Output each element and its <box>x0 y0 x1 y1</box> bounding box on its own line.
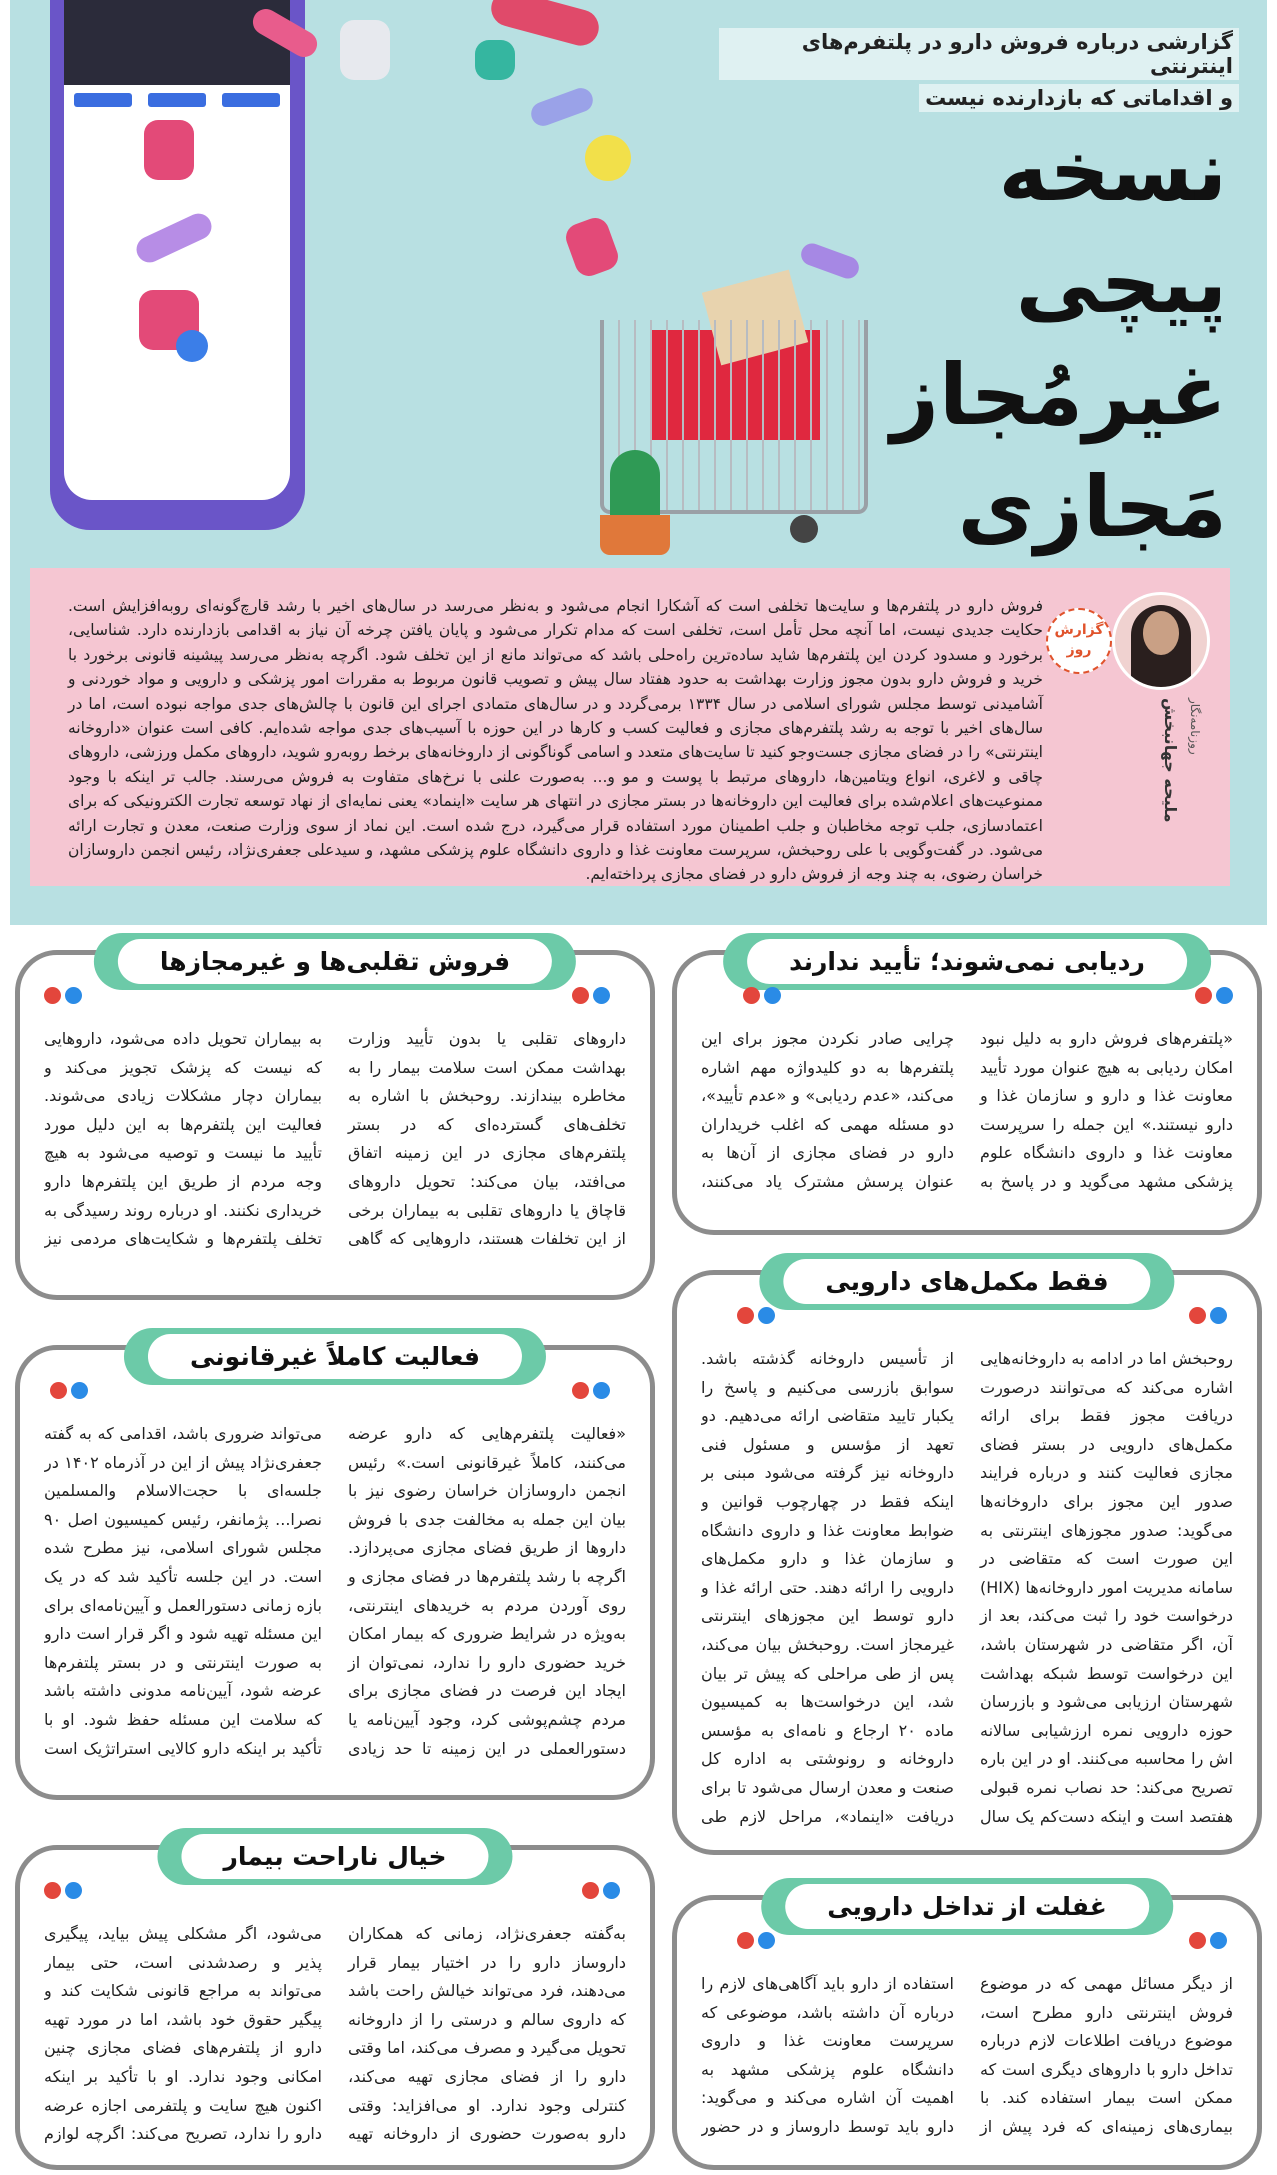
hero-illustration <box>10 0 1267 925</box>
headline-line: مَجازی <box>957 458 1227 556</box>
kicker-line: گزارشی درباره فروش دارو در پلتفرم‌های اینترنتی <box>719 28 1239 80</box>
window-dots <box>572 1382 610 1399</box>
red-dot-icon <box>743 987 760 1004</box>
tablet-icon <box>585 135 631 181</box>
blue-dot-icon <box>758 1932 775 1949</box>
badge-line: روز <box>1066 642 1092 658</box>
bottle-icon <box>340 20 390 80</box>
phone-illustration <box>50 0 305 530</box>
lead-paragraph: فروش دارو در پلتفرم‌ها و سایت‌ها تخلفی است که آشکارا انجام می‌شود و به‌نظر می‌رسد در سال‌های اخیر با رشد قارچ‌گونه‌ای روبه‌افزایش است. حکایت جدیدی نیست، اما آنچه محل تأمل است، تخلفی است که مدام تکرار می‌شود و پایان یافتن چرخه آن نیاز به اقدامی بازدارنده دارد. شناسایی، برخورد و مسدود کردن این پلتفرم‌ها شاید ساده‌ترین راه‌حلی باشد که می‌تواند مانع از این تخلف شود. اگرچه به‌نظر می‌رسد پیشینه قانونی برخورد با خرید و فروش دارو بدون مجوز وزارت بهداشت به حدود هفتاد سال پیش و تصویب قانون مربوط به مقررات امور پزشکی و دارویی و مواد خوردنی و آشامیدنی توسط مجلس شورای اسلامی در سال ۱۳۳۴ برمی‌گردد و در سال‌های متمادی اجرای این قانون با چالش‌های جدی مواجه نبوده است، اما در سال‌های اخیر با توجه به رشد پلتفرم‌های مجازی و فعالیت کسب و کارها در این حوزه با آسیب‌های جدی مواجه شده‌ایم. کافی است عنوان «داروخانه اینترنتی» را در فضای مجازی جست‌وجو کنید تا سایت‌های متعدد و اسامی گوناگونی از داروخانه‌های برخط روبه‌رو شوید، داروهای مکمل ورزشی، داروهای چاقی و لاغری، انواع ویتامین‌ها، داروهای مرتبط با پوست و مو و... به‌صورت علنی با نرخ‌های متفاوت به فروش می‌رسند. جالب تر اینکه با وجود ممنوعیت‌های اعلام‌شده برای فعالیت این داروخانه‌ها در بستر مجازی در انتهای هر سایت «اینماد» یعنی نمایه‌ای از نهاد توسعه تجارت الکترونیکی که برای اعتمادسازی، جلب توجه مخاطبان و جلب اطمینان مورد استفاده قرار می‌گیرد، درج شده است. این نماد از سوی وزارت صنعت، معدن و تجارت ارائه می‌شود. در گفت‌وگویی با علی روحبخش، سرپرست معاونت غذا و داروی دانشگاه علوم پزشکی مشهد، و سیدعلی جعفری‌نژاد، رئیس انجمن داروسازان خراسان رضوی، به چند وجه از فروش دارو در فضای مجازی پرداخته‌ایم. <box>68 597 1043 884</box>
blue-dot-icon <box>593 1382 610 1399</box>
blue-dot-icon <box>1210 1932 1227 1949</box>
window-dots <box>1189 1932 1227 1949</box>
section-body: «پلتفرم‌های فروش دارو به دلیل نبود امکان ردیابی به هیچ عنوان مورد تأیید معاونت غذا و دارو و سازمان غذا و دارو نیستند.» این جمله را سرپرست معاونت غذا و داروی دانشگاه علوم پزشکی مشهد می‌گوید و در پاسخ به چرایی صادر نکردن مجوز برای این پلتفرم‌ها به دو کلیدواژه مهم اشاره می‌کند، «عدم ردیابی» و «عدم تأیید»، دو مسئله مهمی که اغلب خریداران دارو در فضای مجازی از آن‌ها به عنوان پرسش مشترک یاد می‌کنند، <box>701 1029 1233 1191</box>
headline <box>767 115 1227 563</box>
section-title-tab <box>124 1328 546 1385</box>
red-dot-icon <box>1195 987 1212 1004</box>
section-card <box>15 1342 655 1800</box>
red-dot-icon <box>572 987 589 1004</box>
avatar-face <box>1143 611 1179 655</box>
window-dots <box>737 1307 775 1324</box>
window-dots <box>1195 987 1233 1004</box>
blue-dot-icon <box>593 987 610 1004</box>
section-title: فقط مکمل‌های دارویی <box>783 1259 1150 1304</box>
window-dots <box>44 1882 82 1899</box>
blue-dot-icon <box>65 1882 82 1899</box>
section-body: داروهای تقلبی یا بدون تأیید وزارت بهداشت ممکن است سلامت بیمار را به مخاطره بیندازند. روحبخش با اشاره به تخلف‌های گسترده‌ای که در بستر پلتفرم‌های مجازی در این زمینه اتفاق می‌افتد، بیان می‌کند: تحویل داروهای قاچاق یا داروهای تقلبی به بیماران برخی از این تخلفات هستند، داروهایی که گاهی به بیماران تحویل داده می‌شود، داروهایی که نیست که پزشک تجویز می‌کند و بیماران دچار مشکلات زیادی می‌شوند. فعالیت این پلتفرم‌ها به این دلیل مورد تأیید ما نیست و توصیه می‌شود به هیچ وجه مردم از طریق این پلتفرم‌ها دارو خریداری نکنند. او درباره روند رسیدگی به تخلف پلتفرم‌ها و شکایت‌های مردمی نیز <box>44 1029 626 1249</box>
headline-line: نسخه پیچی <box>998 122 1227 332</box>
section-title-tab <box>723 933 1211 990</box>
section-title: غفلت از تداخل دارویی <box>785 1884 1149 1929</box>
blue-dot-icon <box>758 1307 775 1324</box>
kicker <box>719 28 1239 116</box>
section-card <box>672 1267 1262 1855</box>
phone-tab <box>148 93 206 107</box>
section-title: ردیابی نمی‌شوند؛ تأیید ندارند <box>747 939 1187 984</box>
section-body: روحبخش اما در ادامه به داروخانه‌هایی اشاره می‌کند که می‌توانند درصورت دریافت مجوز فقط برای ارائه مکمل‌های دارویی در بستر فضای مجازی فعالیت کنند و درباره فرایند صدور این مجوز برای داروخانه‌ها می‌گوید: صدور مجوزهای اینترنتی به این صورت است که متقاضی در سامانه مدیریت امور داروخانه‌ها (HIX) درخواست خود را ثبت می‌کند، بعد از آن، اگر متقاضی در شهرستان باشد، این درخواست توسط شبکه بهداشت شهرستان ارزیابی می‌شود و بازرسان حوزه دارویی نمره ارزشیابی سالانه اش را محاسبه می‌کنند. او در این باره تصریح می‌کند: حد نصاب نمره قبولی هفتصد است و اینکه دست‌کم یک سال از تأسیس داروخانه گذشته باشد. سوابق بازرسی می‌کنیم و پاسخ را یکبار تایید متقاضی ارائه می‌دهیم. دو تعهد از مؤسس و مسئول فنی داروخانه نیز گرفته می‌شود مبنی بر اینکه فقط در چهارچوب قوانین و ضوابط معاونت غذا و داروی دانشگاه و سازمان غذا و دارو مکمل‌های دارویی را ارائه دهند. حتی ارائه غذا و دارو توسط این مجوزهای اینترنتی غیرمجاز است. روحبخش بیان می‌کند، پس از طی مراحلی که پیش تر بیان شد، این درخواست‌ها به کمیسیون ماده ۲۰ ارجاع و نامه‌ای به مؤسس داروخانه و رونوشتی به اداره کل صنعت و معدن ارسال می‌شود تا برای دریافت «اینماد»، مراحل لازم طی <box>701 1349 1233 1826</box>
author-name: ملیحه جهانبخش <box>1161 698 1180 823</box>
section-title-tab <box>761 1878 1173 1935</box>
window-dots <box>1189 1307 1227 1324</box>
window-dots <box>44 987 82 1004</box>
section-title: خیال ناراحت بیمار <box>181 1834 488 1879</box>
window-dots <box>743 987 781 1004</box>
kicker-line: و اقداماتی که بازدارنده نیست <box>919 84 1239 112</box>
section-title-tab <box>157 1828 512 1885</box>
plus-badge-icon <box>176 330 208 362</box>
pot-illustration <box>600 515 670 555</box>
red-dot-icon <box>1189 1307 1206 1324</box>
author-role: روزنامه‌نگار <box>1188 698 1202 755</box>
phone-tabs <box>64 85 290 115</box>
pill-icon <box>132 209 215 266</box>
red-dot-icon <box>572 1382 589 1399</box>
report-badge <box>1046 608 1112 674</box>
window-dots <box>582 1882 620 1899</box>
section-title-tab <box>94 933 576 990</box>
red-dot-icon <box>1189 1932 1206 1949</box>
section-card <box>15 1842 655 2170</box>
lead-box <box>30 568 1230 886</box>
blue-dot-icon <box>603 1882 620 1899</box>
section-title-tab <box>759 1253 1174 1310</box>
window-dots <box>737 1932 775 1949</box>
bottle-icon <box>475 40 515 80</box>
badge-line: گزارش <box>1054 622 1104 638</box>
blue-dot-icon <box>1210 1307 1227 1324</box>
red-dot-icon <box>50 1382 67 1399</box>
red-dot-icon <box>44 1882 61 1899</box>
byline <box>1150 698 1202 868</box>
red-dot-icon <box>737 1307 754 1324</box>
capsule-icon <box>528 85 596 129</box>
section-body: از دیگر مسائل مهمی که در موضوع فروش اینترنتی دارو مطرح است، موضوع دریافت اطلاعات لازم درباره تداخل دارو با داروهای دیگری است که ممکن است بیمار استفاده کند. با بیماری‌های زمینه‌ای که فرد پیش از استفاده از دارو باید آگاهی‌های لازم را درباره آن داشته باشد، موضوعی که سرپرست معاونت غذا و داروی دانشگاه علوم پزشکی مشهد به اهمیت آن اشاره می‌کند و می‌گوید: دارو باید توسط داروساز و در حضور <box>701 1974 1233 2136</box>
red-dot-icon <box>44 987 61 1004</box>
section-card <box>672 1892 1262 2170</box>
red-dot-icon <box>737 1932 754 1949</box>
blue-dot-icon <box>71 1382 88 1399</box>
blue-dot-icon <box>1216 987 1233 1004</box>
headline-line: غیرمُجاز <box>890 346 1227 444</box>
bottle-icon <box>562 214 622 280</box>
section-title: فعالیت کاملاً غیرقانونی <box>148 1334 522 1379</box>
blue-dot-icon <box>65 987 82 1004</box>
phone-screen <box>64 0 290 500</box>
author-avatar <box>1112 592 1210 690</box>
section-body: به‌گفته جعفری‌نژاد، زمانی که همکاران داروساز دارو را در اختیار بیمار قرار می‌دهند، فرد می‌تواند خیالش راحت باشد که داروی سالم و درستی را از داروخانه تحویل می‌گیرد و مصرف می‌کند، اما وقتی دارو را از فضای مجازی تهیه می‌کند، کنترلی وجود ندارد. او می‌افزاید: وقتی دارو به‌صورت حضوری از داروخانه تهیه می‌شود، اگر مشکلی پیش بیاید، پیگیری پذیر و رصدشدنی است، حتی بیمار می‌تواند به مراجع قانونی شکایت کند و پیگیر حقوق خود باشد، اما در مورد تهیه دارو از پلتفرم‌های فضای مجازی چنین امکانی وجود ندارد. او با تأکید بر اینکه اکنون هیچ سایت و پلتفرمی اجازه عرضه دارو را ندارد، تصریح می‌کند: اگرچه لوازم <box>44 1924 626 2144</box>
red-dot-icon <box>582 1882 599 1899</box>
section-card <box>672 947 1262 1235</box>
phone-tab <box>74 93 132 107</box>
window-dots <box>572 987 610 1004</box>
section-title: فروش تقلبی‌ها و غیرمجازها <box>118 939 552 984</box>
blue-dot-icon <box>764 987 781 1004</box>
phone-tab <box>222 93 280 107</box>
section-card <box>15 947 655 1300</box>
section-body: «فعالیت پلتفرم‌هایی که دارو عرضه می‌کنند، کاملاً غیرقانونی است.» رئیس انجمن داروسازان خراسان رضوی نیز با بیان این جمله به مخالفت جدی با فروش داروها از طریق فضای مجازی می‌پردازد. اگرچه با رشد پلتفرم‌ها در فضای مجازی و روی آوردن مردم به خریدهای اینترنتی، به‌ویژه در شرایط ضروری که بیمار امکان خرید حضوری دارو را ندارد، نمی‌توان از ایجاد این فرصت در فضای مجازی برای مردم چشم‌پوشی کرد، وجود آیین‌نامه یا دستورالعملی در این زمینه تا حد زیادی می‌تواند ضروری باشد، اقدامی که به گفته جعفری‌نژاد پیش از این در آذرماه ۱۴۰۲ در جلسه‌ای با حجت‌الاسلام والمسلمین نصرا... پژمانفر، رئیس کمیسیون اصل ۹۰ مجلس شورای اسلامی، نیز مطرح شده است. در این جلسه تأکید شد که در یک بازه زمانی دستورالعمل و آیین‌نامه‌ای برای این مسئله تهیه شود و اگر قرار است دارو به صورت اینترنتی و در بستر پلتفرم‌ها عرضه شود، آیین‌نامه مدونی داشته باشد که سلامت این مسئله حفظ شود. او با تأکید بر اینکه دارو کالایی استراتژیک است <box>44 1424 626 1758</box>
bottle-icon <box>144 120 194 180</box>
window-dots <box>50 1382 88 1399</box>
